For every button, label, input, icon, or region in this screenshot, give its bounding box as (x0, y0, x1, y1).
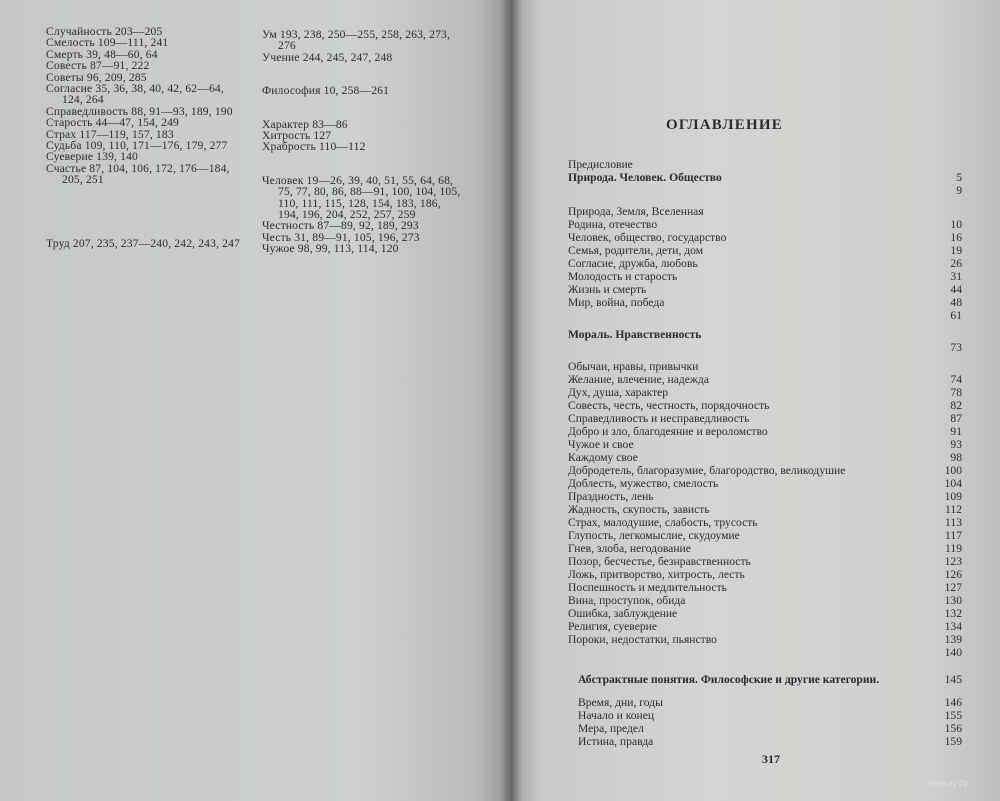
toc-row (568, 341, 974, 354)
toc-row (568, 477, 974, 490)
toc-entry-label: Абстрактные понятия. Философские и другие категории. (578, 673, 880, 686)
toc-row (568, 542, 974, 555)
toc-entry-page: 10 (950, 218, 962, 231)
toc-entry-page: 140 (944, 646, 962, 659)
toc-entry-page: 73 (950, 341, 962, 354)
toc-entry-label: Истина, правда (578, 735, 654, 748)
toc-row (568, 464, 974, 477)
spacer (262, 97, 462, 119)
toc-row (568, 360, 974, 373)
toc-entry-label: Мера, предел (578, 722, 644, 735)
page-number: 317 (762, 752, 780, 766)
toc-row (568, 373, 974, 386)
toc-entry-label: Добро и зло, благодеяние и вероломство (568, 425, 768, 438)
toc-entry-label: Молодость и старость (568, 270, 678, 283)
toc-entry-label: Добродетель, благоразумие, благородство, великодушие (568, 464, 846, 477)
toc-entry-label: Вина, проступок, обида (568, 594, 686, 607)
toc-entry-label: Согласие, дружба, любовь (568, 257, 698, 270)
toc-entry-page: 145 (944, 673, 962, 686)
index-entry: Случайность 203—205 (46, 25, 163, 38)
index-entry: Смелость 109—111, 241 (46, 36, 169, 50)
index-entry: Философия 10, 258—261 (262, 84, 390, 98)
toc-entry-label: Мораль. Нравственность (568, 328, 702, 341)
toc-entry-label: Совесть, честь, честность, порядочность (568, 399, 770, 412)
toc-row (568, 218, 974, 231)
toc-entry-label: Природа, Земля, Вселенная (568, 205, 704, 218)
toc-entry-label: Позор, бесчестье, безнравственность (568, 555, 751, 568)
toc-row (568, 516, 974, 529)
toc-entry-label: Желание, влечение, надежда (568, 373, 709, 386)
toc-row (568, 568, 974, 581)
toc-entry-page: 82 (950, 399, 962, 412)
index-entry: Страх 117—119, 157, 183 (46, 127, 174, 141)
toc-row (568, 503, 974, 516)
toc-entry-page: 93 (950, 438, 962, 451)
index-entry: Справедливость 88, 91—93, 189, 190 (46, 104, 233, 118)
index-entry: Учение 244, 245, 247, 248 (262, 50, 393, 64)
toc-entry-label: Предисловие (568, 158, 633, 171)
toc-row (568, 309, 974, 322)
toc-entry-label: Доблесть, мужество, смелость (568, 477, 719, 490)
toc-entry-label: Мир, война, победа (568, 296, 665, 309)
toc-entry-page: 44 (950, 283, 962, 296)
toc-row (568, 646, 974, 659)
toc-row (568, 270, 974, 283)
toc-entry-page: 146 (944, 696, 962, 709)
index-entry: Ум 193, 238, 250—255, 258, 263, 273, 276 (262, 28, 451, 53)
table-of-contents (568, 158, 974, 748)
toc-row (568, 529, 974, 542)
index-entry: Хитрость 127 (262, 129, 332, 143)
toc-entry-page: 48 (950, 296, 962, 309)
toc-entry-label: Жизнь и смерть (568, 283, 647, 296)
index-entry: Человек 19—26, 39, 40, 51, 55, 64, 68, 75, 77, 80, 86, 88—91, 100, 104, 105, 110, 111, 115, 128, 154, 183, 186, 194, 196, 204, 252, 257, 259 (262, 173, 461, 222)
toc-entry-page: 123 (944, 555, 962, 568)
toc-entry-page: 74 (950, 373, 962, 386)
toc-entry-label: Чужое и свое (568, 438, 634, 451)
toc-entry-label: Природа. Человек. Общество (568, 171, 722, 184)
toc-entry-page: 139 (944, 633, 962, 646)
toc-entry-label: Религия, суеверие (568, 620, 658, 633)
spacer (46, 186, 242, 238)
spacer (568, 197, 974, 205)
toc-row (568, 244, 974, 257)
toc-row (568, 296, 974, 309)
spacer (568, 659, 974, 673)
toc-row (568, 451, 974, 464)
toc-row (568, 257, 974, 270)
toc-row (578, 735, 984, 748)
index-entry: Совесть 87—91, 222 (46, 59, 150, 73)
toc-row (578, 722, 984, 735)
toc-row (568, 184, 974, 197)
toc-entry-label: Родина, отечество (568, 218, 658, 231)
toc-entry-label: Пороки, недостатки, пьянство (568, 633, 717, 646)
toc-title: ОГЛАВЛЕНИЕ (666, 117, 783, 133)
toc-entry-page: 119 (945, 542, 962, 555)
index-entry: Труд 207, 235, 237—240, 242, 243, 247 (46, 236, 241, 250)
index-entry: Характер 83—86 (262, 117, 348, 131)
toc-entry-page: 109 (944, 490, 962, 503)
toc-entry-page: 156 (944, 722, 962, 735)
toc-entry-page: 9 (956, 184, 962, 197)
toc-entry-page: 117 (945, 529, 962, 542)
spacer (262, 63, 462, 85)
toc-entry-page: 26 (950, 257, 962, 270)
index-entry: Советы 96, 209, 285 (46, 70, 147, 84)
toc-row (568, 438, 974, 451)
toc-entry-label: Каждому свое (568, 451, 638, 464)
toc-row (568, 412, 974, 425)
toc-row (568, 633, 974, 646)
spacer (262, 153, 462, 175)
index-column-2 (262, 29, 462, 255)
toc-entry-page: 5 (956, 171, 962, 184)
toc-entry-page: 127 (944, 581, 962, 594)
toc-entry-label: Начало и конец (578, 709, 655, 722)
toc-entry-page: 130 (944, 594, 962, 607)
toc-entry-page: 113 (945, 516, 962, 529)
toc-row (568, 425, 974, 438)
index-entry: Честь 31, 89—91, 105, 196, 273 (262, 230, 420, 244)
toc-entry-label: Страх, малодушие, слабость, трусость (568, 516, 758, 529)
toc-row (578, 709, 984, 722)
index-entry: Судьба 109, 110, 171—176, 179, 277 (46, 139, 228, 153)
index-entry: Суеверие 139, 140 (46, 150, 138, 164)
toc-row (568, 158, 974, 171)
index-entry: Согласие 35, 36, 38, 40, 42, 62—64, 124, 264 (46, 82, 224, 107)
toc-row (578, 673, 984, 686)
toc-entry-page: 112 (945, 503, 962, 516)
toc-row (568, 171, 974, 184)
toc-entry-page: 16 (950, 231, 962, 244)
toc-row (568, 594, 974, 607)
index-entry: Честность 87—89, 92, 189, 293 (262, 219, 419, 233)
toc-row (568, 328, 974, 341)
toc-entry-page: 87 (950, 412, 962, 425)
toc-entry-page: 19 (950, 244, 962, 257)
toc-row (568, 607, 974, 620)
toc-row (568, 283, 974, 296)
toc-entry-label: Дух, душа, характер (568, 386, 669, 399)
toc-row (568, 231, 974, 244)
toc-entry-page: 134 (944, 620, 962, 633)
toc-entry-page: 91 (950, 425, 962, 438)
toc-entry-page: 100 (944, 464, 962, 477)
toc-row (568, 399, 974, 412)
index-entry: Старость 44—47, 154, 249 (46, 116, 179, 130)
right-page (512, 0, 1000, 801)
toc-entry-label: Глупость, легкомыслие, скудоумие (568, 529, 740, 542)
toc-row (568, 386, 974, 399)
toc-entry-page: 78 (950, 386, 962, 399)
index-column-1 (46, 26, 242, 249)
toc-row (568, 581, 974, 594)
toc-row (568, 205, 974, 218)
toc-entry-label: Гнев, злоба, негодование (568, 542, 691, 555)
toc-entry-page: 159 (944, 735, 962, 748)
toc-entry-page: 155 (944, 709, 962, 722)
toc-entry-label: Поспешность и медлительность (568, 581, 727, 594)
index-entry: Чужое 98, 99, 113, 114, 120 (262, 242, 399, 256)
index-entry: Смерть 39, 48—60, 64 (46, 47, 158, 61)
toc-entry-label: Ошибка, заблуждение (568, 607, 678, 620)
toc-entry-label: Время, дни, годы (578, 696, 663, 709)
toc-row (568, 620, 974, 633)
toc-entry-label: Обычаи, нравы, привычки (568, 360, 699, 373)
toc-entry-label: Ложь, притворство, хитрость, лесть (568, 568, 745, 581)
toc-row (568, 490, 974, 503)
watermark: www.ay.by (926, 778, 969, 788)
toc-entry-page: 98 (950, 451, 962, 464)
index-entry: Счастье 87, 104, 106, 172, 176—184, 205, 251 (46, 161, 230, 187)
toc-entry-page: 126 (944, 568, 962, 581)
index-entry: Храбрость 110—112 (262, 140, 366, 154)
toc-entry-page: 61 (950, 309, 962, 322)
toc-row (568, 555, 974, 568)
toc-entry-label: Жадность, скупость, зависть (568, 503, 710, 516)
toc-entry-page: 31 (950, 270, 962, 283)
toc-entry-label: Справедливость и несправедливость (568, 412, 750, 425)
toc-entry-label: Семья, родители, дети, дом (568, 244, 704, 257)
toc-row (578, 696, 984, 709)
toc-entry-page: 132 (944, 607, 962, 620)
spacer (568, 686, 974, 696)
toc-entry-label: Человек, общество, государство (568, 231, 727, 244)
toc-entry-page: 104 (944, 477, 962, 490)
toc-entry-label: Праздность, лень (568, 490, 654, 503)
